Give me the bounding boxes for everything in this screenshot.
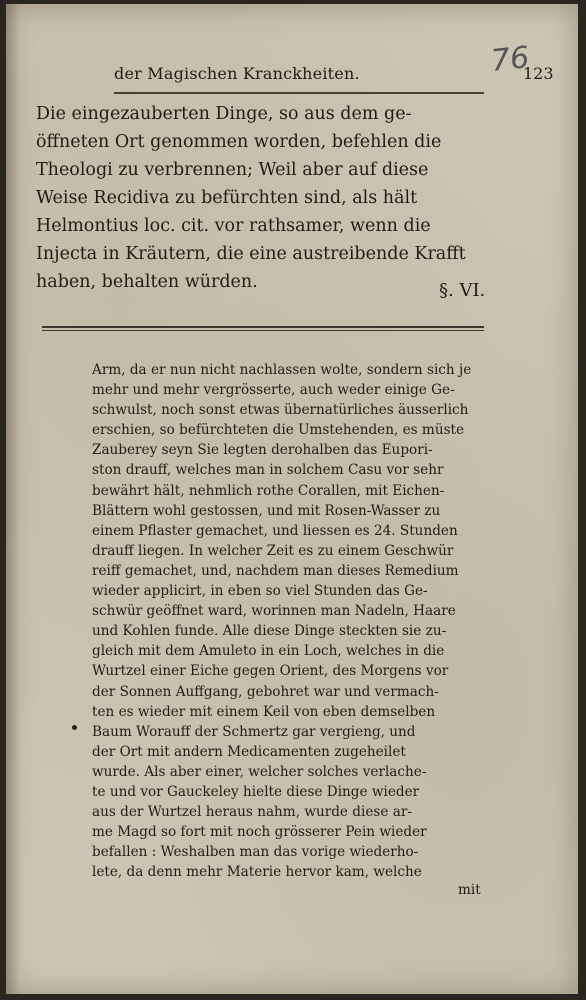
- text-line: gleich mit dem Amuleto in ein Loch, welches in die: [92, 643, 445, 660]
- header-rule: [114, 92, 484, 94]
- text-line: schwulst, noch sonst etwas übernatürliches äusserlich: [92, 402, 469, 419]
- text-line: Zauberey seyn Sie legten derohalben das Eupori-: [92, 442, 433, 459]
- top-paragraph: [36, 100, 496, 296]
- page-number: 123: [523, 64, 554, 83]
- text-line: Wurtzel einer Eiche gegen Orient, des Morgens vor: [92, 663, 449, 680]
- book-page: [6, 4, 578, 994]
- catchword: mit: [458, 882, 481, 898]
- handwritten-page-note: 76: [489, 40, 531, 79]
- text-line: Arm, da er nun nicht nachlassen wolte, sondern sich je: [92, 362, 472, 378]
- text-line: und Kohlen funde. Alle diese Dinge steckten sie zu-: [92, 623, 447, 640]
- rule-thin: [42, 330, 484, 331]
- text-line: bewährt hält, nehmlich rothe Corallen, mit Eichen-: [92, 482, 445, 499]
- text-line: Weise Recidiva zu befürchten sind, als hält: [36, 188, 418, 208]
- text-line: ten es wieder mit einem Keil von eben demselben: [92, 703, 436, 720]
- text-line: aus der Wurtzel heraus nahm, wurde diese ar-: [92, 804, 412, 821]
- text-line: haben, behalten würden.: [36, 272, 258, 292]
- text-line: mehr und mehr vergrösserte, auch weder einige Ge-: [92, 382, 455, 399]
- text-line: Die eingezauberten Dinge, so aus dem ge-: [36, 104, 412, 124]
- text-line: wurde. Als aber einer, welcher solches verlache-: [92, 763, 427, 780]
- rule-thick: [42, 326, 484, 328]
- footnote-paragraph: [92, 360, 497, 882]
- text-line: befallen : Weshalben man das vorige wiederho-: [92, 844, 419, 861]
- text-line: Injecta in Kräutern, die eine austreibende Krafft: [36, 244, 466, 264]
- text-line: Helmontius loc. cit. vor rathsamer, wenn die: [36, 216, 431, 236]
- text-line: ston drauff, welches man in solchem Casu vor sehr: [92, 462, 444, 479]
- text-line: Baum Worauff der Schmertz gar vergieng, und: [92, 723, 416, 740]
- text-line: schwür geöffnet ward, worinnen man Nadeln, Haare: [92, 603, 456, 620]
- text-line: öffneten Ort genommen worden, befehlen die: [36, 132, 442, 152]
- margin-ink-mark: [72, 725, 77, 730]
- text-line: reiff gemachet, und, nachdem man dieses Remedium: [92, 562, 459, 579]
- text-line: te und vor Gauckeley hielte diese Dinge wieder: [92, 783, 420, 800]
- text-line: drauff liegen. In welcher Zeit es zu einem Geschwür: [92, 542, 454, 559]
- running-header: [106, 62, 554, 90]
- running-head-title: der Magischen Kranckheiten.: [114, 64, 360, 83]
- text-line: wieder applicirt, in eben so viel Stunden das Ge-: [92, 583, 428, 600]
- text-line: Theologi zu verbrennen; Weil aber auf diese: [36, 160, 429, 180]
- footnote-separator-rule: [42, 326, 484, 332]
- text-line: erschien, so befürchteten die Umstehenden, es müste: [92, 422, 465, 439]
- text-line: Blättern wohl gestossen, und mit Rosen-Wasser zu: [92, 502, 441, 519]
- text-line: der Ort mit andern Medicamenten zugeheilet: [92, 743, 406, 760]
- text-line: der Sonnen Auffgang, gebohret war und vermach-: [92, 683, 439, 700]
- text-line: me Magd so fort mit noch grösserer Pein wieder: [92, 824, 427, 841]
- text-line: lete, da denn mehr Materie hervor kam, welche: [92, 864, 422, 881]
- section-mark: §. VI.: [439, 280, 486, 301]
- text-line: einem Pflaster gemachet, und liessen es 24. Stunden: [92, 522, 458, 539]
